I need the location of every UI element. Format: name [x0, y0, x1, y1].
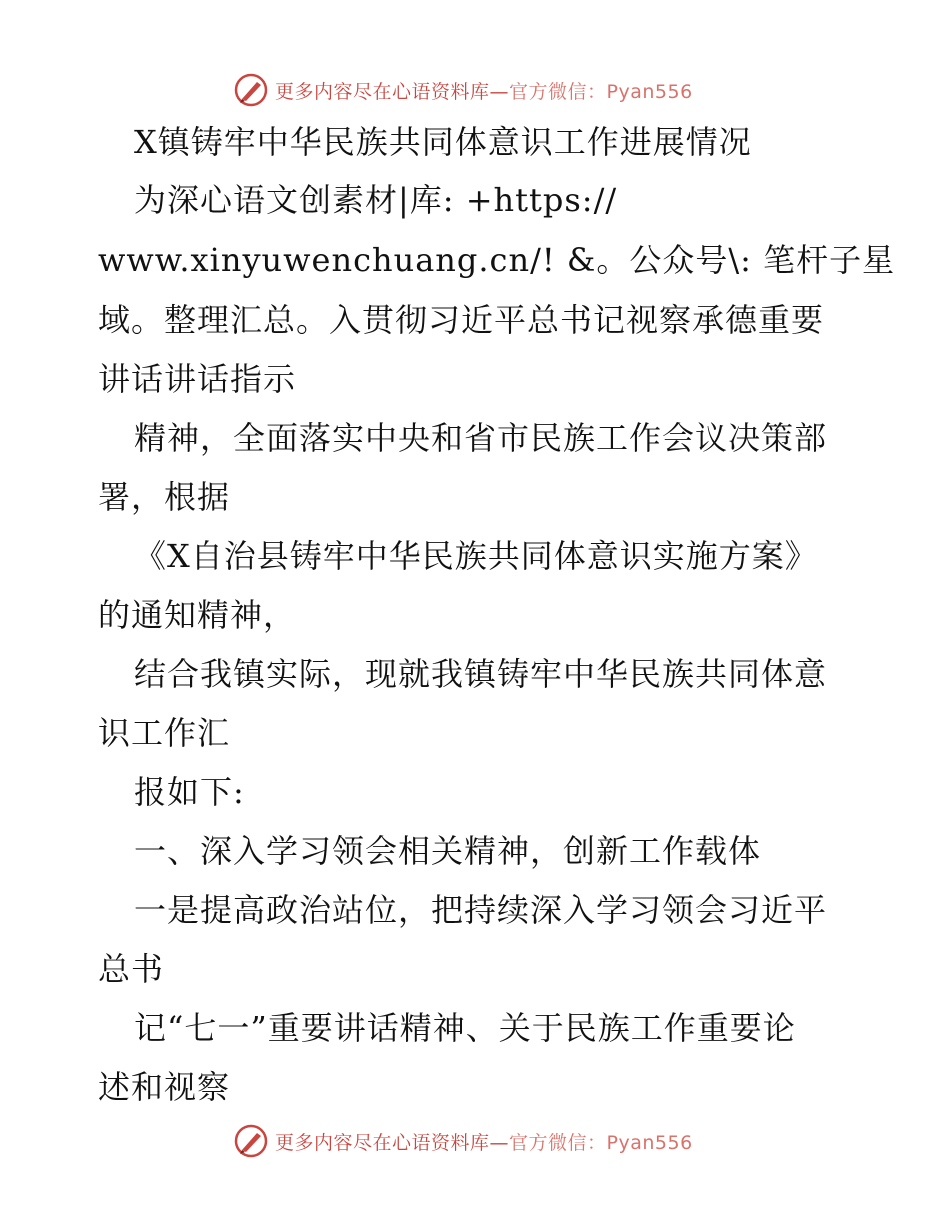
watermark-text	[275, 1128, 693, 1155]
watermark-brand: 更多内容尽在心语资料库	[275, 80, 490, 103]
paragraph-line: 结合我镇实际，现就我镇铸牢中华民族共同体意	[134, 655, 828, 693]
section-heading: 一、深入学习领会相关精神，创新工作载体	[134, 832, 762, 870]
paragraph-line: 识工作汇	[98, 714, 231, 752]
watermark-wechat: 官方微信：Pyan556	[509, 1131, 693, 1154]
paragraph-line: 为深心语文创素材|库: +https://	[134, 181, 618, 219]
watermark-separator: —	[489, 1131, 510, 1154]
paragraph-line: 域。整理汇总。入贯彻习近平总书记视察承德重要	[98, 301, 825, 339]
paragraph-line: 报如下:	[134, 773, 245, 811]
watermark-header	[233, 70, 753, 110]
watermark-text	[275, 77, 693, 104]
paragraph-line: 总书	[98, 950, 165, 988]
document-title: X镇铸牢中华民族共同体意识工作进展情况	[134, 123, 752, 161]
paragraph-line: 一是提高政治站位，把持续深入学习领会习近平	[134, 891, 828, 929]
paragraph-line: 的通知精神，	[98, 596, 297, 634]
paragraph-line: 述和视察	[98, 1068, 231, 1106]
pen-logo-icon	[233, 72, 269, 108]
paragraph-line: 《X自治县铸牢中华民族共同体意识实施方案》	[134, 537, 818, 575]
paragraph-line: 讲话讲话指示	[98, 360, 297, 398]
paragraph-line: 署，根据	[98, 478, 231, 516]
watermark-wechat: 官方微信：Pyan556	[509, 80, 693, 103]
watermark-brand: 更多内容尽在心语资料库	[275, 1131, 490, 1154]
watermark-footer	[233, 1121, 753, 1161]
pen-logo-icon	[233, 1123, 269, 1159]
paragraph-line: www.xinyuwenchuang.cn/! &。公众号\: 笔杆子星	[98, 241, 896, 279]
paragraph-line: 精神，全面落实中央和省市民族工作会议决策部	[134, 419, 828, 457]
paragraph-line: 记“七一”重要讲话精神、关于民族工作重要论	[134, 1009, 796, 1047]
watermark-separator: —	[489, 80, 510, 103]
